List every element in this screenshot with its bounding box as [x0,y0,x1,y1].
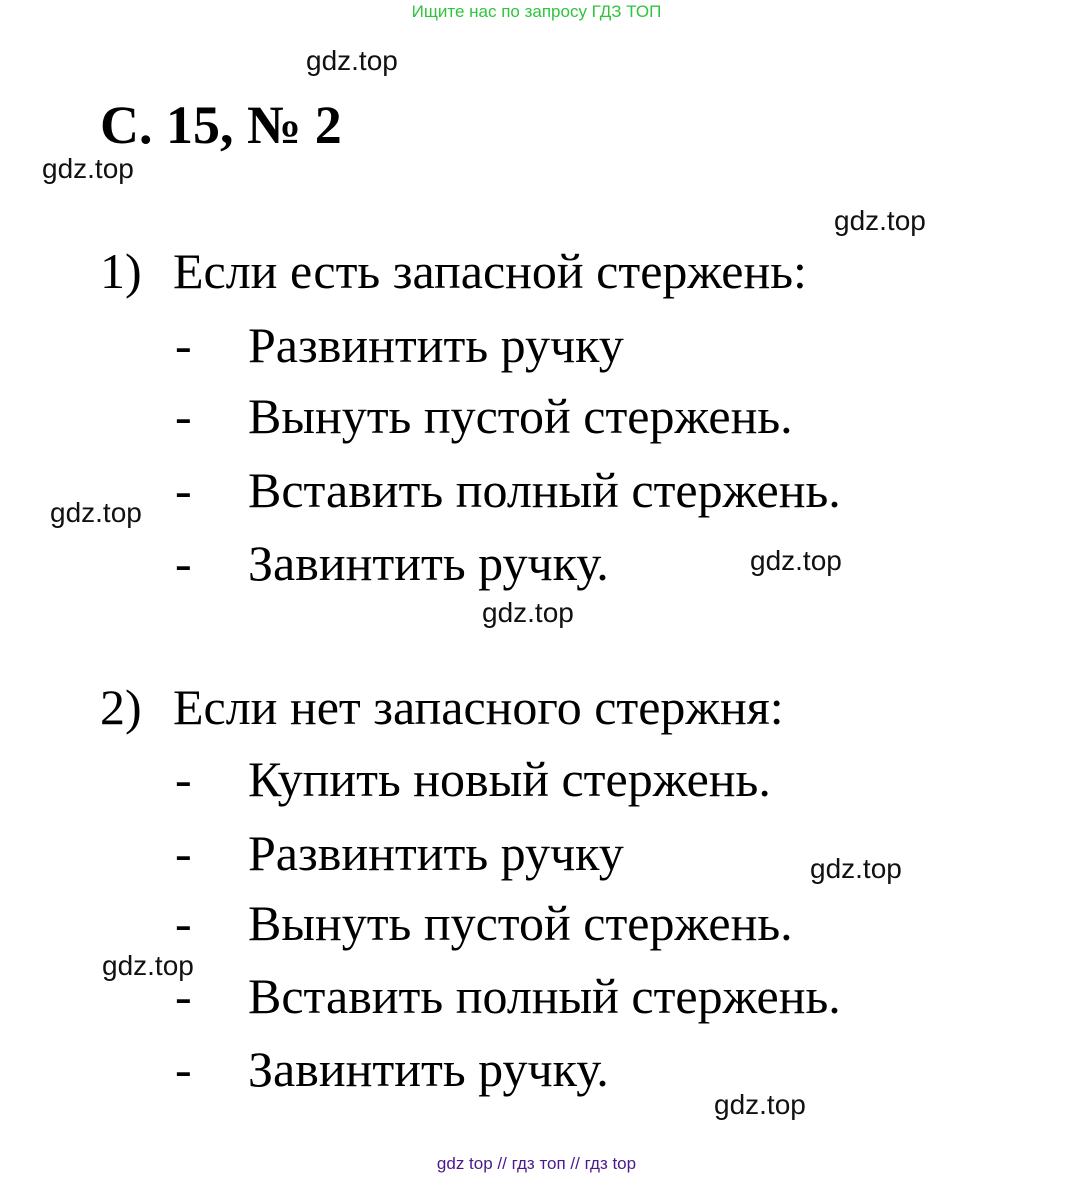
watermark: gdz.top [42,153,134,184]
step-dash: - [175,317,192,373]
page-title: С. 15, № 2 [100,95,342,155]
watermark: gdz.top [810,853,902,884]
header-link[interactable]: Ищите нас по запросу ГДЗ ТОП [411,2,662,21]
step-dash: - [175,751,192,807]
section-heading: Если есть запасной стержень: [173,243,807,299]
watermark: gdz.top [482,597,574,628]
section-heading: Если нет запасного стержня: [173,679,784,735]
watermark: gdz.top [714,1089,806,1120]
step-text: Купить новый стержень. [248,751,771,807]
step-text: Развинтить ручку [248,825,624,881]
step-dash: - [175,825,192,881]
step-text: Вынуть пустой стержень. [248,895,793,951]
watermark: gdz.top [834,205,926,236]
watermark: gdz.top [306,45,398,76]
step-dash: - [175,388,192,444]
watermark: gdz.top [750,545,842,576]
step-dash: - [175,462,192,518]
step-text: Вынуть пустой стержень. [248,388,793,444]
step-dash: - [175,535,192,591]
step-text: Вставить полный стержень. [248,462,841,518]
step-dash: - [175,895,192,951]
watermark: gdz.top [50,497,142,528]
footer-links[interactable]: gdz top // гдз топ // гдз top [436,1154,637,1173]
step-dash: - [175,968,192,1024]
step-text: Развинтить ручку [248,317,624,373]
watermark: gdz.top [102,950,194,981]
step-text: Вставить полный стержень. [248,968,841,1024]
section-number: 2) [100,679,142,735]
step-text: Завинтить ручку. [248,535,609,591]
step-text: Завинтить ручку. [248,1041,609,1097]
section-number: 1) [100,243,142,299]
step-dash: - [175,1041,192,1097]
